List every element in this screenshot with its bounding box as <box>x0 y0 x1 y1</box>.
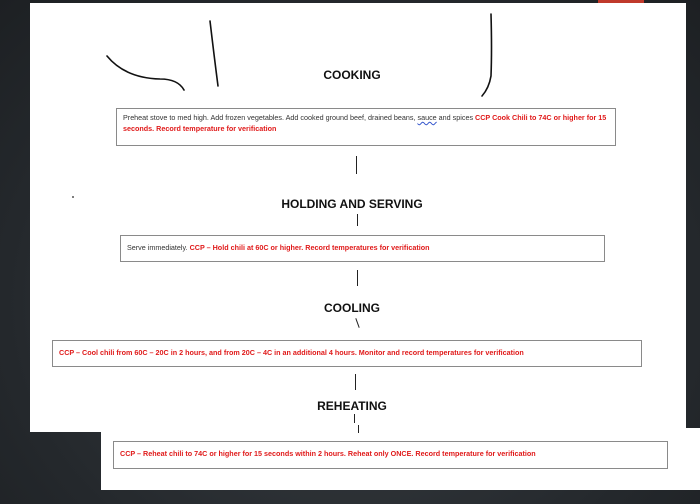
connector-line-6a <box>354 414 355 423</box>
cooling-ccp-text: CCP – Cool chili from 60C – 20C in 2 hours, and from 20C – 4C in an additional 4 hours. Monitor and record temperatures for verification <box>59 348 524 357</box>
step-box-cooking <box>116 108 616 146</box>
stray-dot <box>72 196 74 198</box>
cooking-text-after: and spices <box>436 113 476 122</box>
cooking-text: Preheat stove to med high. Add frozen vegetables. Add cooked ground beef, drained beans, <box>123 113 418 122</box>
step-box-cooling <box>52 340 642 367</box>
step-box-holding-serving <box>120 235 605 262</box>
heading-cooling: COOLING <box>324 301 380 315</box>
holding-text: Serve immediately. <box>127 243 190 252</box>
heading-reheating: REHEATING <box>317 399 387 413</box>
connector-line-2 <box>357 214 358 226</box>
ink-stroke-right-vertical <box>482 14 492 96</box>
cooking-ccp-text: CCP Cook Chili to 74C or higher for 15 seconds. Record temperature for verification <box>123 113 607 134</box>
ink-stroke-left-curve <box>107 56 184 90</box>
step-box-reheating <box>113 441 668 469</box>
heading-holding-serving: HOLDING AND SERVING <box>281 197 423 211</box>
connector-line-3 <box>357 270 358 286</box>
holding-ccp-text: CCP – Hold chili at 60C or higher. Record temperatures for verification <box>189 243 430 252</box>
heading-cooking: COOKING <box>323 68 381 82</box>
cooking-text-sauce: sauce <box>417 113 437 122</box>
ink-stroke-left-vertical <box>210 21 218 86</box>
reheating-ccp-text: CCP – Reheat chili to 74C or higher for 15 seconds within 2 hours. Reheat only ONCE. Record temperature for verification <box>120 449 536 458</box>
connector-line-1 <box>356 156 357 174</box>
connector-line-5 <box>355 374 356 390</box>
connector-line-6b <box>358 425 359 433</box>
